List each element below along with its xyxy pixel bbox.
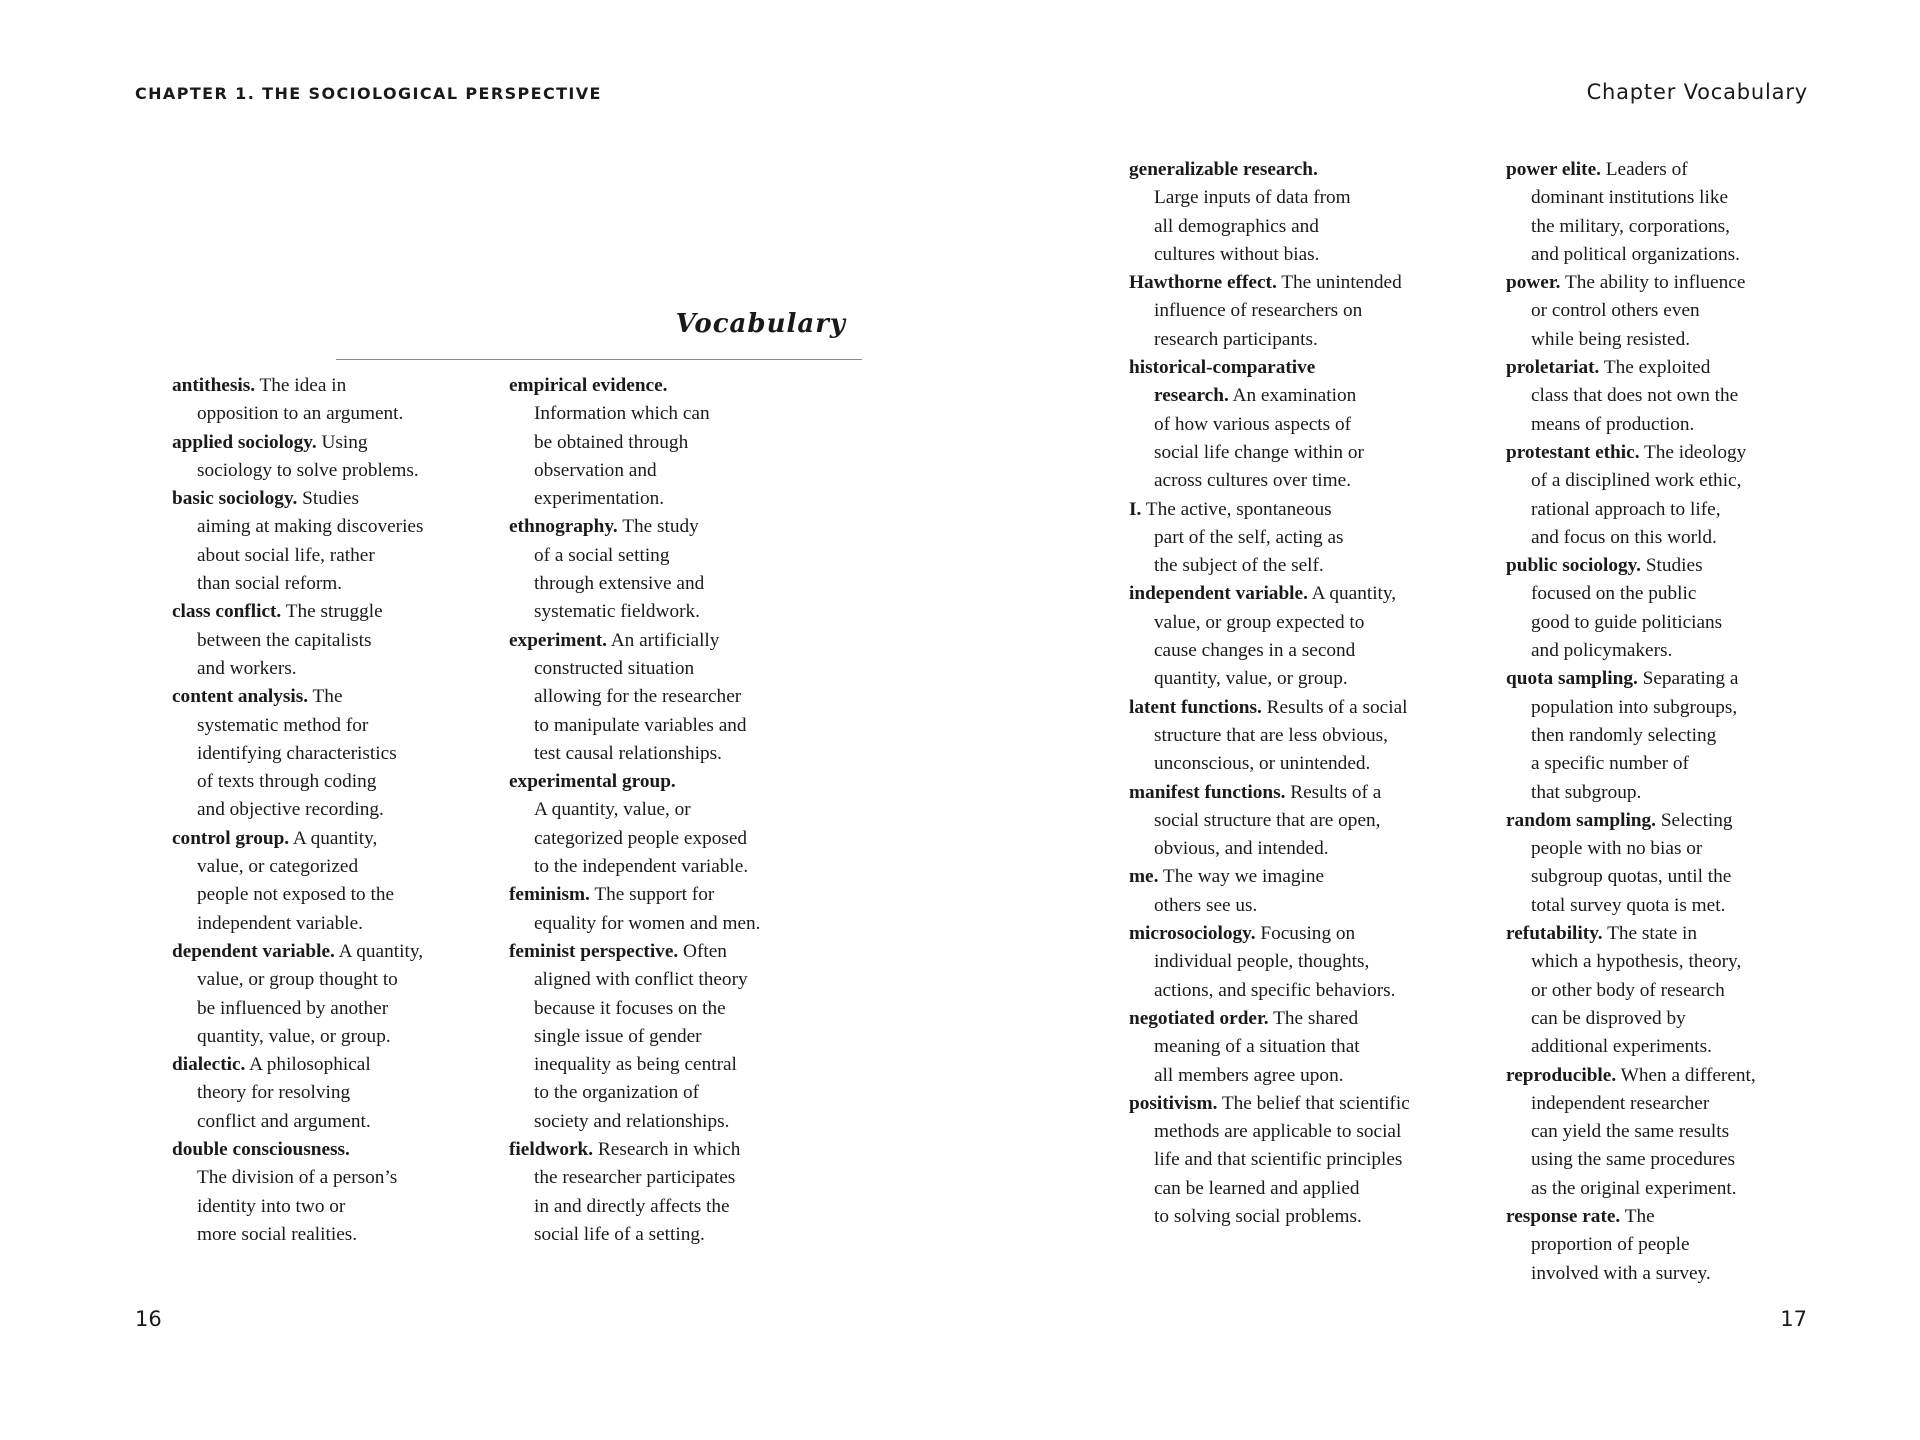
glossary-definition-line: can be learned and applied [1154,1177,1360,1199]
glossary-term-line [1506,1062,1806,1090]
glossary-definition-line: life and that scientific principles [1154,1149,1403,1171]
glossary-entry [1506,439,1806,552]
glossary-definition-line: or other body of research [1531,979,1725,1001]
glossary-definition-text: The idea in [255,375,347,396]
glossary-term: historical-comparative [1129,357,1316,379]
running-head-section: Chapter Vocabulary [1586,80,1808,104]
glossary-definition-line: people not exposed to the [197,884,395,906]
glossary-entry [1506,1203,1806,1288]
glossary-definition-line: of how various aspects of [1154,413,1352,435]
glossary-definition-line: class that does not own the [1531,385,1739,407]
glossary-term-line [172,938,490,966]
glossary-term-line [509,881,809,909]
glossary-entry [509,768,809,881]
glossary-column-3 [1129,156,1447,1231]
glossary-term: content analysis. [172,686,309,708]
glossary-term: positivism. [1129,1092,1218,1114]
glossary-definition-line: and political organizations. [1531,243,1741,265]
glossary-term: control group. [172,827,290,849]
glossary-definition-text: A quantity, [1307,583,1397,605]
glossary-definition-line: subgroup quotas, until the [1531,866,1732,888]
glossary-definition-line: or control others even [1531,300,1700,322]
glossary-definition-line: across cultures over time. [1154,470,1352,492]
glossary-definition-text: An artificially [606,629,720,651]
glossary-term-line [1129,1005,1447,1033]
glossary-definition-line: total survey quota is met. [1531,894,1726,916]
glossary-definition-line: part of the self, acting as [1154,526,1344,548]
glossary-term-line [509,1136,809,1164]
glossary-definition-line: value, or group thought to [197,969,398,991]
glossary-term-line [1506,269,1806,297]
glossary-definition-line: a specific number of [1531,753,1689,775]
glossary-definition-line: can be disproved by [1531,1007,1686,1029]
glossary-definition-text: The shared [1268,1007,1359,1029]
glossary-term: feminist perspective. [509,940,679,962]
glossary-term-continued: research. [1154,385,1229,407]
glossary-definition-line: dominant institutions like [1531,187,1729,209]
glossary-definition-line: experimentation. [534,488,665,510]
glossary-definition-line: influence of researchers on [1154,300,1363,322]
glossary-definition-text: The state in [1602,923,1698,945]
glossary-entry [1129,580,1447,693]
glossary-term-line [1506,552,1806,580]
glossary-definition-line: constructed situation [534,657,695,679]
glossary-entry [1506,552,1806,665]
glossary-term-line [172,372,490,400]
glossary-definition-line: opposition to an argument. [197,403,404,425]
glossary-term-line [1129,156,1447,184]
glossary-term-line [172,1051,490,1079]
glossary-entry [1129,920,1447,1005]
glossary-definition-text: Selecting [1656,809,1733,831]
glossary-term-line [509,372,809,400]
glossary-definition-text: When a different, [1616,1064,1756,1086]
glossary-entry [1506,354,1806,439]
glossary-term-line [1506,439,1806,467]
glossary-definition-line: to the organization of [534,1082,700,1104]
glossary-term: power elite. [1506,159,1601,180]
glossary-definition-line: sociology to solve problems. [197,459,419,481]
glossary-definition-line: involved with a survey. [1531,1262,1711,1284]
glossary-term-line [172,429,490,457]
glossary-term: quota sampling. [1506,668,1638,690]
glossary-term-line [1129,920,1447,948]
glossary-definition-line: inequality as being central [534,1054,737,1076]
glossary-entry [172,1051,490,1136]
glossary-term: negotiated order. [1129,1007,1269,1029]
glossary-definition-line: to solving social problems. [1154,1205,1362,1227]
glossary-term: response rate. [1506,1205,1621,1227]
glossary-definition-text: Results of a [1285,781,1382,803]
glossary-definition-text: The [308,686,343,708]
glossary-entry [1506,920,1806,1061]
glossary-definition-line: between the capitalists [197,629,372,651]
glossary-entry [1506,807,1806,920]
glossary-definition-text: The study [617,516,699,538]
glossary-definition-line: of a social setting [534,544,670,566]
glossary-term: independent variable. [1129,583,1308,605]
glossary-definition-line: cultures without bias. [1154,243,1320,265]
glossary-definition-line: to the independent variable. [534,856,749,878]
glossary-definition-line: the military, corporations, [1531,215,1731,237]
glossary-definition-line: others see us. [1154,894,1258,916]
glossary-term: microsociology. [1129,923,1256,945]
glossary-definition-line: observation and [534,459,657,481]
glossary-definition-line: then randomly selecting [1531,724,1717,746]
glossary-definition-line: the researcher participates [534,1167,736,1189]
page-number-left: 16 [135,1307,162,1331]
glossary-entry [172,825,490,938]
glossary-entry [1129,779,1447,864]
glossary-definition-line: cause changes in a second [1154,640,1356,662]
glossary-entry [172,429,490,486]
glossary-definition-line: systematic method for [197,714,369,736]
glossary-definition-text: Focusing on [1255,923,1356,945]
glossary-definition-line: value, or group expected to [1154,611,1365,633]
glossary-definition-text: Often [678,940,727,962]
glossary-definition-text: The struggle [281,601,383,623]
glossary-term-line [1506,1203,1806,1231]
glossary-definition-text: A philosophical [245,1054,371,1076]
glossary-term: Hawthorne effect. [1129,272,1277,294]
glossary-term: I. [1129,498,1142,520]
glossary-definition-line: independent researcher [1531,1092,1710,1114]
glossary-definition-text: The ideology [1639,441,1747,463]
glossary-entry [1506,269,1806,354]
glossary-definition-line: be obtained through [534,431,689,453]
glossary-term-line [1506,665,1806,693]
glossary-definition-line: Large inputs of data from [1154,187,1351,209]
glossary-term-line [509,768,809,796]
glossary-definition-text: Leaders of [1600,159,1688,180]
glossary-term: experimental group. [509,771,676,793]
glossary-term-line [172,683,490,711]
glossary-term: latent functions. [1129,696,1262,718]
glossary-definition-line: Information which can [534,403,710,425]
glossary-entry [172,485,490,598]
glossary-term-line [172,598,490,626]
glossary-definition-line: structure that are less obvious, [1154,724,1388,746]
glossary-definition-line: that subgroup. [1531,781,1642,803]
glossary-definition-line [1129,382,1447,410]
glossary-entry [1129,1005,1447,1090]
glossary-definition-line: social structure that are open, [1154,809,1381,831]
glossary-definition-line: unconscious, or unintended. [1154,753,1371,775]
glossary-definition-line: society and relationships. [534,1110,730,1132]
glossary-definition-line: of a disciplined work ethic, [1531,470,1742,492]
section-title: Vocabulary [675,309,846,339]
glossary-definition-line: aligned with conflict theory [534,969,748,991]
glossary-entry [1129,1090,1447,1231]
glossary-definition-line: focused on the public [1531,583,1697,605]
glossary-term: me. [1129,866,1159,888]
glossary-definition-line: single issue of gender [534,1025,702,1047]
glossary-definition-line: categorized people exposed [534,827,748,849]
glossary-definition-line: of texts through coding [197,771,377,793]
title-rule [336,359,862,360]
glossary-entry [1129,269,1447,354]
glossary-entry [1129,694,1447,779]
glossary-definition-line: independent variable. [197,912,363,934]
glossary-term: proletariat. [1506,357,1600,379]
glossary-definition-text: The active, spontaneous [1141,498,1332,520]
glossary-definition-line: as the original experiment. [1531,1177,1737,1199]
glossary-term-line [1129,580,1447,608]
page-number-right: 17 [1780,1307,1807,1331]
glossary-definition-text: The way we imagine [1158,866,1325,888]
glossary-term: dialectic. [172,1054,246,1076]
glossary-term-line [1129,496,1447,524]
glossary-definition-text: Results of a social [1261,696,1408,718]
glossary-term: fieldwork. [509,1139,594,1161]
glossary-entry [1129,496,1447,581]
glossary-definition-line: equality for women and men. [534,912,761,934]
glossary-definition-line: meaning of a situation that [1154,1036,1360,1058]
glossary-term: refutability. [1506,923,1603,945]
glossary-definition-text: The support for [589,884,715,906]
glossary-entry [509,627,809,768]
glossary-definition-text: The [1620,1205,1655,1227]
glossary-term-line [1506,920,1806,948]
glossary-term: public sociology. [1506,555,1641,577]
glossary-definition-text: Separating a [1637,668,1739,690]
glossary-definition-line: than social reform. [197,573,343,595]
glossary-definition-line: individual people, thoughts, [1154,951,1370,973]
glossary-definition-line: additional experiments. [1531,1036,1712,1058]
glossary-term-line [1129,863,1447,891]
glossary-entry [1129,156,1447,269]
glossary-term-line [172,485,490,513]
glossary-term: empirical evidence. [509,375,668,396]
glossary-definition-line: quantity, value, or group. [197,1025,391,1047]
glossary-term: dependent variable. [172,940,335,962]
glossary-definition-line: and focus on this world. [1531,526,1717,548]
glossary-entry [172,598,490,683]
glossary-term-line [1129,269,1447,297]
glossary-term-line [1129,1090,1447,1118]
glossary-definition-text: The belief that scientific [1217,1092,1410,1114]
glossary-definition-line: rational approach to life, [1531,498,1721,520]
glossary-definition-text: Research in which [593,1139,741,1161]
glossary-entry [509,938,809,1136]
glossary-definition-line: obvious, and intended. [1154,838,1329,860]
glossary-definition-line: population into subgroups, [1531,696,1738,718]
glossary-definition-line: people with no bias or [1531,838,1703,860]
glossary-definition-line: and policymakers. [1531,640,1673,662]
glossary-term-line [509,513,809,541]
glossary-term: applied sociology. [172,431,317,453]
glossary-definition-line: and workers. [197,657,297,679]
glossary-definition-text: An examination [1228,385,1357,407]
glossary-definition-line: about social life, rather [197,544,375,566]
glossary-entry [172,938,490,1051]
glossary-definition-line: value, or categorized [197,856,359,878]
glossary-column-4 [1506,156,1806,1288]
glossary-term: power. [1506,272,1561,294]
glossary-definition-line: to manipulate variables and [534,714,747,736]
glossary-definition-text: Studies [1641,555,1703,577]
glossary-definition-line: because it focuses on the [534,997,726,1019]
glossary-term-line [1129,354,1447,382]
glossary-definition-line: research participants. [1154,328,1318,350]
glossary-definition-line: allowing for the researcher [534,686,742,708]
glossary-definition-line: A quantity, value, or [534,799,691,821]
glossary-definition-line: identifying characteristics [197,742,397,764]
glossary-definition-line: good to guide politicians [1531,611,1723,633]
glossary-term: generalizable research. [1129,159,1318,180]
glossary-term-line [1506,156,1806,184]
glossary-term: reproducible. [1506,1064,1617,1086]
glossary-entry [509,372,809,513]
glossary-term: double consciousness. [172,1139,350,1161]
glossary-definition-line: the subject of the self. [1154,555,1324,577]
glossary-definition-text: The ability to influence [1560,272,1746,294]
glossary-definition-line: proportion of people [1531,1234,1690,1256]
glossary-entry [1506,665,1806,806]
glossary-definition-line: more social realities. [197,1223,358,1245]
glossary-definition-text: A quantity, [334,940,424,962]
glossary-definition-line: means of production. [1531,413,1695,435]
glossary-definition-line: all members agree upon. [1154,1064,1344,1086]
glossary-definition-line: aiming at making discoveries [197,516,424,538]
glossary-definition-line: while being resisted. [1531,328,1691,350]
glossary-entry [1129,863,1447,920]
glossary-entry [172,683,490,824]
glossary-column-2 [509,372,809,1249]
glossary-definition-line: using the same procedures [1531,1149,1735,1171]
glossary-definition-line: through extensive and [534,573,705,595]
glossary-definition-text: Studies [297,488,359,510]
glossary-term: ethnography. [509,516,618,538]
glossary-definition-line: can yield the same results [1531,1121,1730,1143]
glossary-entry [1129,354,1447,495]
glossary-definition-line: quantity, value, or group. [1154,668,1348,690]
glossary-definition-text: Using [316,431,368,453]
glossary-term-line [509,627,809,655]
glossary-definition-line: all demographics and [1154,215,1319,237]
glossary-term-line [509,938,809,966]
glossary-term: experiment. [509,629,607,651]
glossary-term: protestant ethic. [1506,441,1640,463]
glossary-term-line [172,825,490,853]
glossary-term-line [1129,779,1447,807]
glossary-definition-line: which a hypothesis, theory, [1531,951,1742,973]
glossary-definition-line: The division of a person’s [197,1167,398,1189]
glossary-term: manifest functions. [1129,781,1286,803]
glossary-entry [509,1136,809,1249]
glossary-definition-line: be influenced by another [197,997,389,1019]
glossary-term-line [1129,694,1447,722]
glossary-term: class conflict. [172,601,282,623]
glossary-definition-line: social life change within or [1154,441,1364,463]
glossary-term-line [172,1136,490,1164]
glossary-term: antithesis. [172,375,256,396]
glossary-definition-line: identity into two or [197,1195,346,1217]
glossary-definition-line: systematic fieldwork. [534,601,700,623]
glossary-entry [509,881,809,938]
glossary-column-1 [172,372,490,1249]
glossary-entry [172,1136,490,1249]
glossary-definition-line: test causal relationships. [534,742,722,764]
glossary-term: feminism. [509,884,590,906]
glossary-definition-line: actions, and specific behaviors. [1154,979,1396,1001]
glossary-definition-line: in and directly affects the [534,1195,730,1217]
glossary-term: basic sociology. [172,488,298,510]
glossary-definition-line: social life of a setting. [534,1223,705,1245]
glossary-entry [1506,1062,1806,1203]
glossary-entry [1506,156,1806,269]
glossary-definition-line: conflict and argument. [197,1110,371,1132]
glossary-definition-text: The exploited [1599,357,1711,379]
running-head-chapter: CHAPTER 1. THE SOCIOLOGICAL PERSPECTIVE [135,84,602,103]
glossary-definition-line: theory for resolving [197,1082,351,1104]
glossary-entry [509,513,809,626]
glossary-entry [172,372,490,429]
glossary-definition-text: A quantity, [289,827,378,849]
glossary-definition-line: methods are applicable to social [1154,1121,1402,1143]
glossary-definition-text: The unintended [1276,272,1402,294]
glossary-term-line [1506,807,1806,835]
glossary-term: random sampling. [1506,809,1656,831]
glossary-definition-line: and objective recording. [197,799,384,821]
glossary-term-line [1506,354,1806,382]
